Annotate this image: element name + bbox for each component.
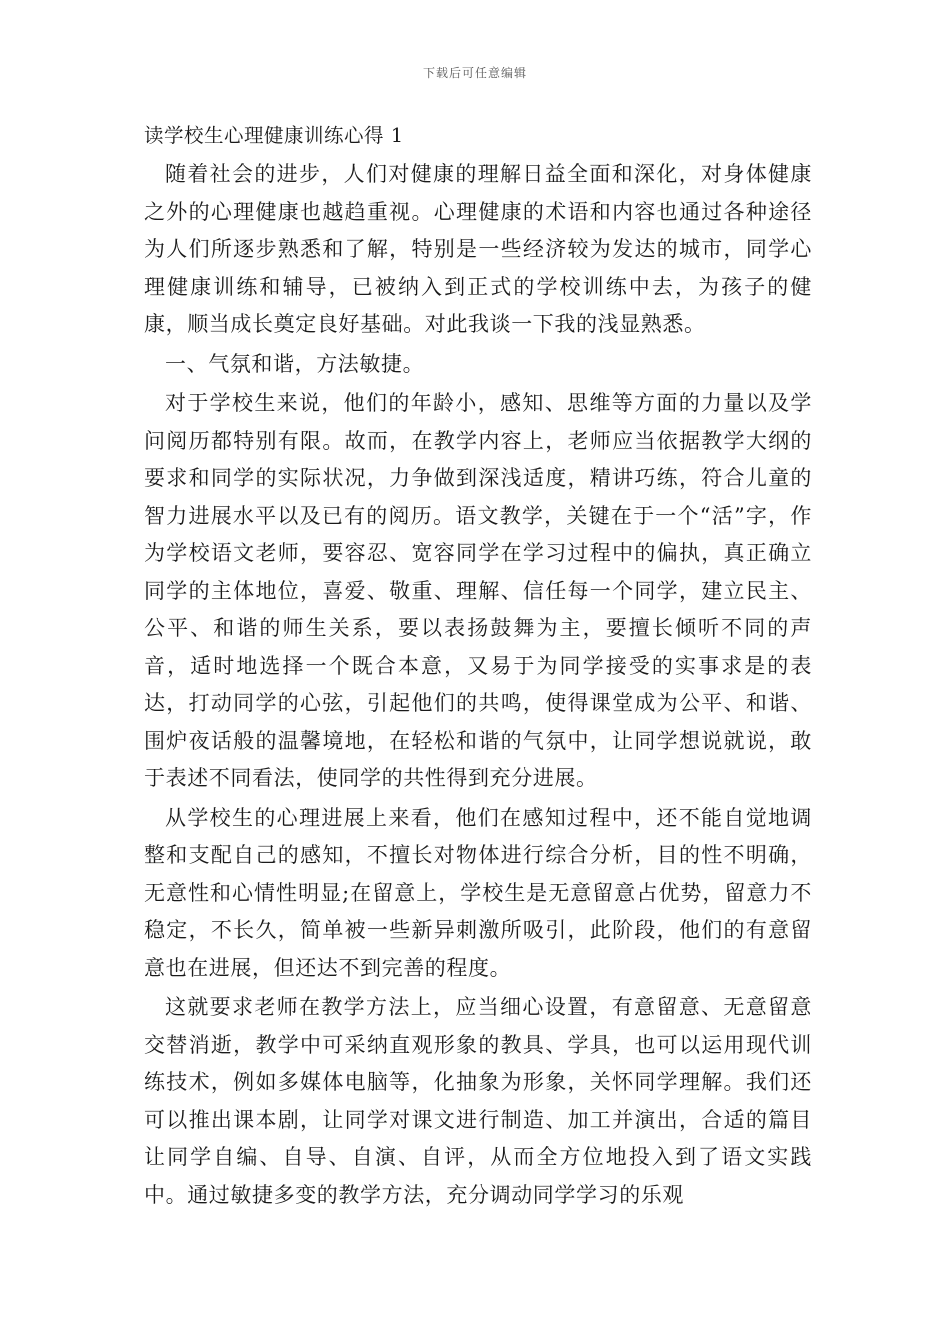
paragraph-psychology-development: 从学校生的心理进展上来看，他们在感知过程中，还不能自觉地调整和支配自己的感知，不擅长对物体进行综合分析，目的性不明确，无意性和心情性明显;在留意上，学校生是无意留意占优势，留意力不稳定，不长久，简单被一些新异刺激所吸引，此阶段，他们的有意留意也在进展，但还达不到完善的程度。: [144, 805, 812, 980]
paragraph-teaching-methods: 这就要求老师在教学方法上，应当细心设置，有意留意、无意留意交替消逝，教学中可采纳直观形象的教具、学具，也可以运用现代训练技术，例如多媒体电脑等，化抽象为形象，关怀同学理解。我们还可以推出课本剧，让同学对课文进行制造、加工并演出，合适的篇目让同学自编、自导、自演、自评，从而全方位地投入到了语文实践中。通过敏捷多变的教学方法，充分调动同学学习的乐观: [144, 995, 812, 1207]
section-heading-1: 一、气氛和谐，方法敏捷。: [165, 351, 425, 376]
paragraph-teaching-atmosphere: 对于学校生来说，他们的年龄小，感知、思维等方面的力量以及学问阅历都特别有限。故而，在教学内容上，老师应当依据教学大纲的要求和同学的实际状况，力争做到深浅适度，精讲巧练，符合儿童的智力进展水平以及已有的阅历。语文教学，关键在于一个“活”字，作为学校语文老师，要容忍、宽容同学在学习过程中的偏执，真正确立同学的主体地位，喜爱、敬重、理解、信任每一个同学，建立民主、公平、和谐的师生关系，要以表扬鼓舞为主，要擅长倾听不同的声音，适时地选择一个既合本意，又易于为同学接受的实事求是的表达，打动同学的心弦，引起他们的共鸣，使得课堂成为公平、和谐、围炉夜话般的温馨境地，在轻松和谐的气氛中，让同学想说就说，敢于表述不同看法，使同学的共性得到充分进展。: [144, 391, 812, 790]
document-body: [144, 120, 812, 1214]
page-header-note: 下载后可任意编辑: [422, 66, 527, 80]
document-title: 读学校生心理健康训练心得 1: [144, 124, 404, 147]
paragraph-intro: 随着社会的进步，人们对健康的理解日益全面和深化，对身体健康之外的心理健康也越趋重视。心理健康的术语和内容也通过各种途径为人们所逐步熟悉和了解，特别是一些经济较为发达的城市，同学心理健康训练和辅导，已被纳入到正式的学校训练中去，为孩子的健康，顺当成长奠定良好基础。对此我谈一下我的浅显熟悉。: [144, 162, 812, 336]
